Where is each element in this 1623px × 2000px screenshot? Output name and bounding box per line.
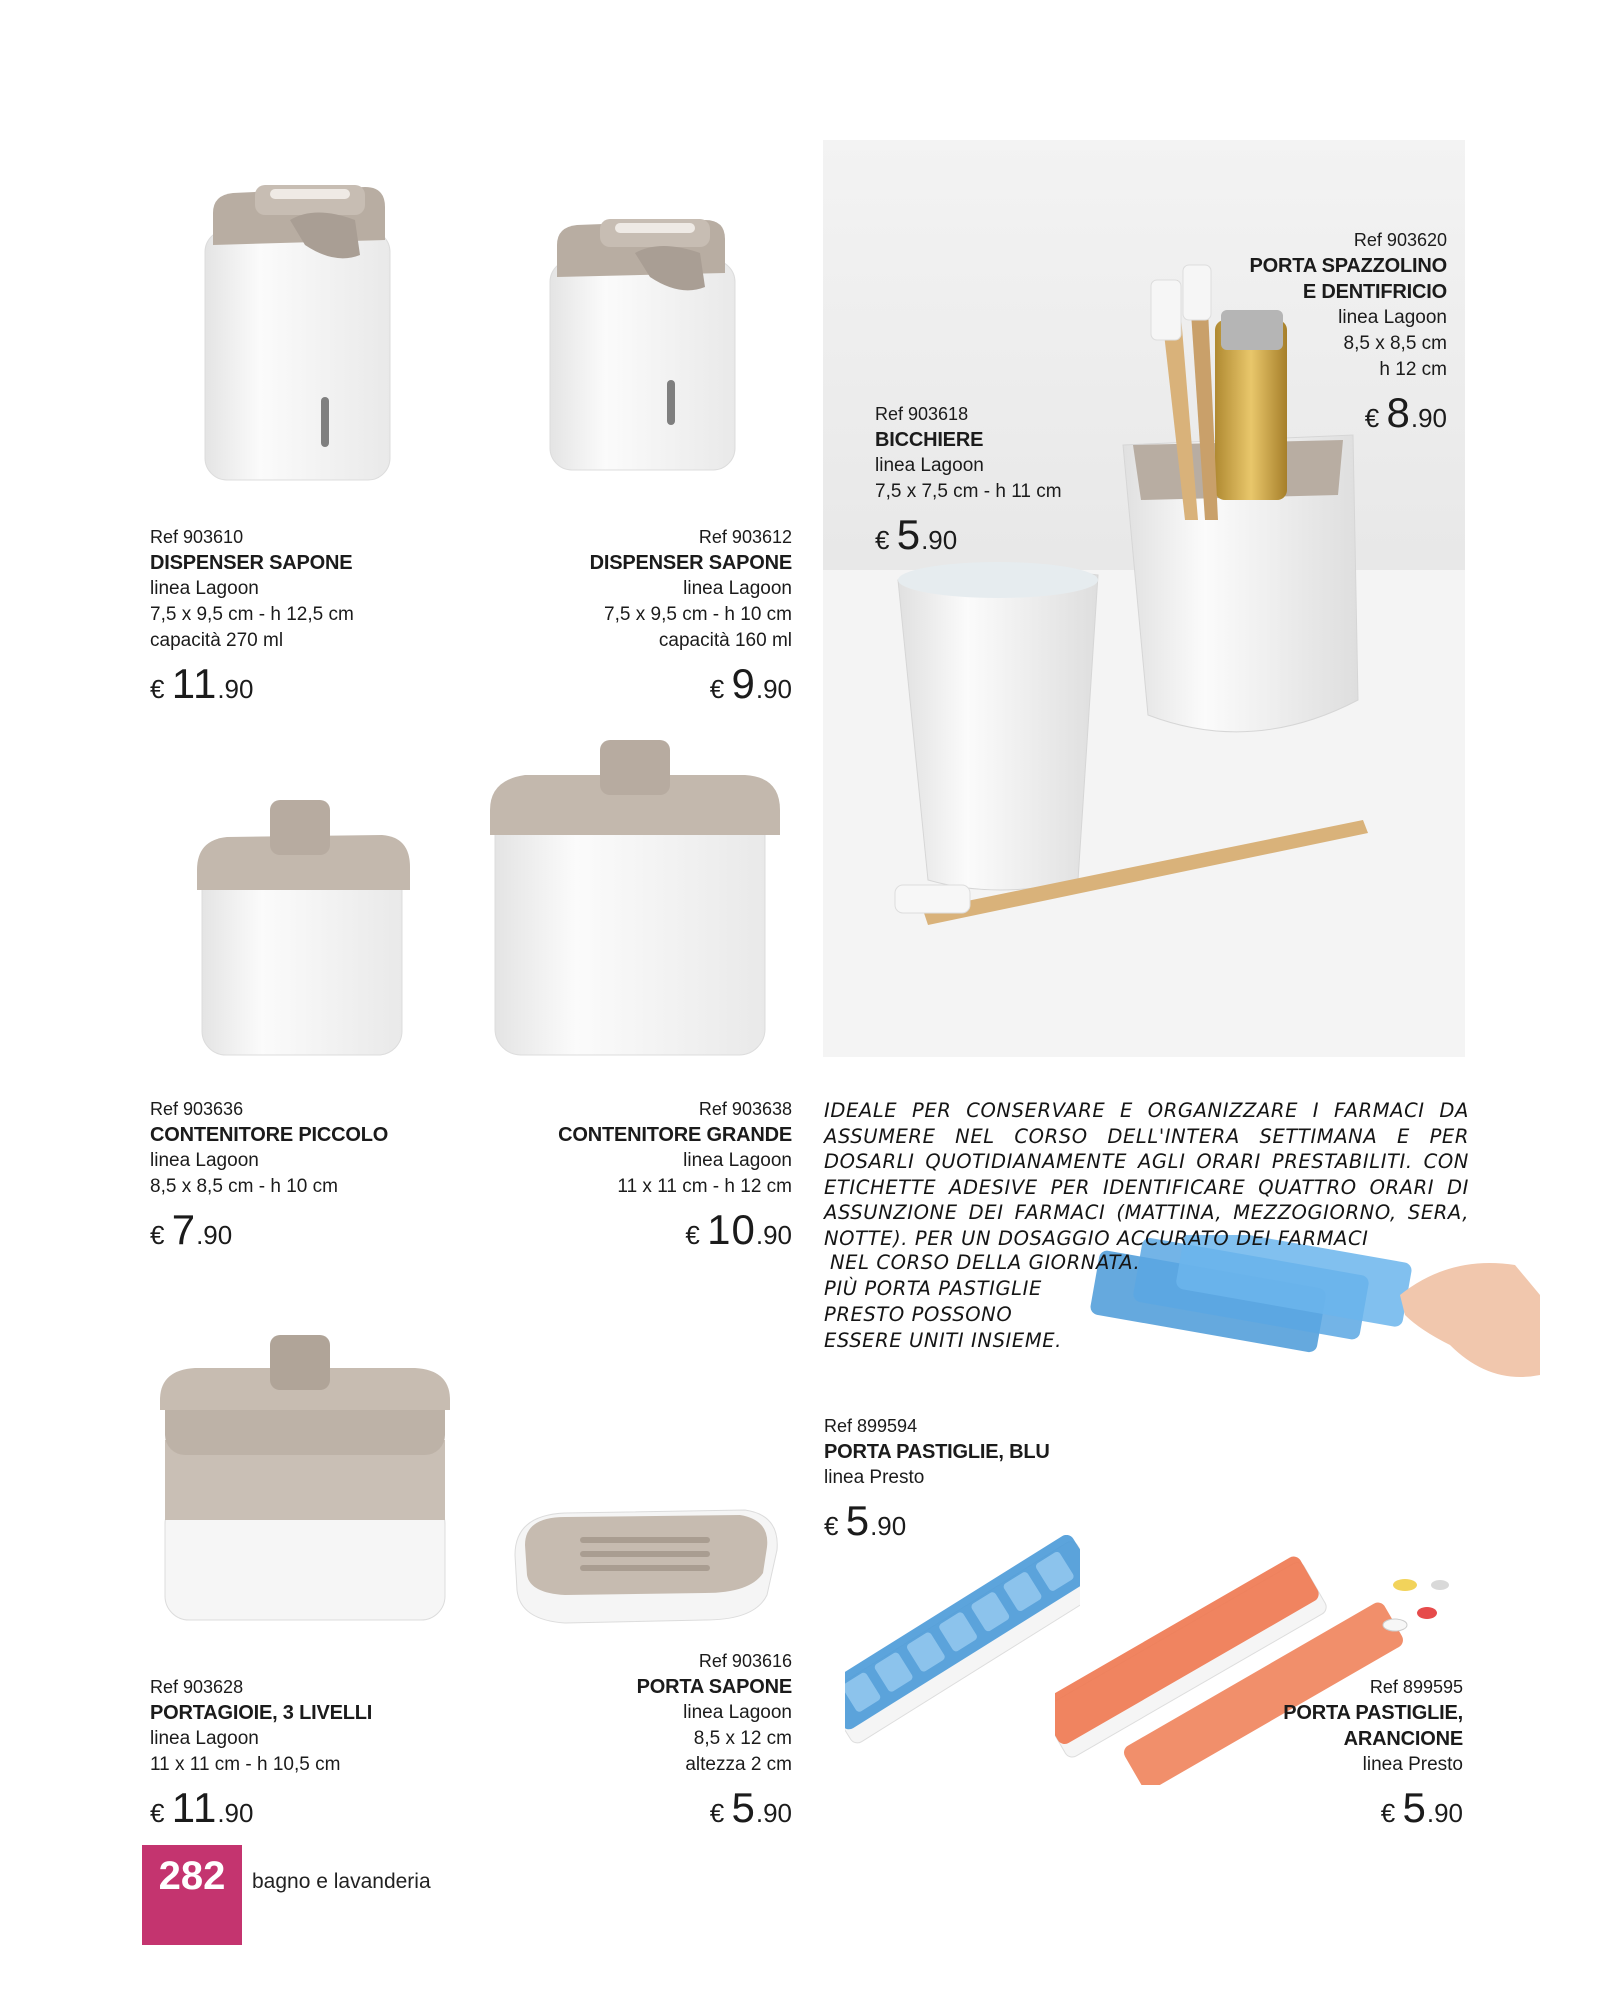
product-size: 8,5 x 8,5 cm xyxy=(1343,333,1447,354)
pill-box-blue-image xyxy=(1070,1235,1540,1420)
product-line: linea Presto xyxy=(1362,1754,1463,1775)
pill-box-description-line-4: ESSERE UNITI INSIEME. xyxy=(824,1329,1062,1352)
price-currency: € xyxy=(150,1798,165,1828)
product-line: linea Lagoon xyxy=(875,455,984,476)
price-currency: € xyxy=(1380,1798,1396,1828)
product-line: linea Lagoon xyxy=(683,1150,792,1171)
price-currency: € xyxy=(709,1798,725,1828)
ref-code: Ref 903618 xyxy=(875,404,969,424)
price-decimal: .90 xyxy=(1426,1798,1463,1828)
price xyxy=(372,662,792,711)
product-name-2: E DENTIFRICIO xyxy=(1302,281,1447,303)
price-integer: 7 xyxy=(171,1206,197,1253)
soap-dispenser-large-image xyxy=(195,165,405,485)
price-integer: 8 xyxy=(1386,389,1411,436)
ref-code: Ref 899594 xyxy=(824,1416,918,1436)
product-size: 7,5 x 7,5 cm - h 11 cm xyxy=(875,481,1062,502)
product-height: h 12 cm xyxy=(1379,359,1447,380)
product-name-1: PORTA SPAZZOLINO xyxy=(1249,255,1447,277)
product-soap-dish xyxy=(372,1648,792,1835)
ref-code: Ref 903610 xyxy=(150,527,244,547)
product-size: 8,5 x 8,5 cm - h 10 cm xyxy=(150,1176,338,1197)
product-line: linea Lagoon xyxy=(683,1702,792,1723)
product-pill-box-orange xyxy=(1043,1674,1463,1835)
product-capacity: capacità 270 ml xyxy=(150,630,284,651)
price xyxy=(1027,391,1447,440)
price xyxy=(824,1499,1244,1548)
price-decimal: .90 xyxy=(755,1220,792,1250)
price-decimal: .90 xyxy=(1410,403,1447,433)
price-integer: 11 xyxy=(171,1784,218,1831)
ref-code: Ref 903616 xyxy=(698,1651,792,1671)
jewelry-box-image xyxy=(155,1330,455,1630)
price-currency: € xyxy=(875,525,890,555)
price-decimal: .90 xyxy=(196,1220,233,1250)
pill-box-description-line-3: PRESTO POSSONO xyxy=(824,1303,1013,1326)
product-line: linea Lagoon xyxy=(150,1728,259,1749)
price-decimal: .90 xyxy=(217,1798,254,1828)
price-integer: 10 xyxy=(707,1206,756,1253)
product-size: 7,5 x 9,5 cm - h 10 cm xyxy=(604,604,792,625)
price-integer: 5 xyxy=(845,1497,871,1544)
product-size: 7,5 x 9,5 cm - h 12,5 cm xyxy=(150,604,354,625)
ref-code: Ref 903638 xyxy=(698,1099,792,1119)
product-capacity: capacità 160 ml xyxy=(658,630,792,651)
price xyxy=(372,1786,792,1835)
soap-dispenser-small-image xyxy=(545,205,745,475)
product-size: 8,5 x 12 cm xyxy=(693,1728,792,1749)
product-line: linea Lagoon xyxy=(150,1150,259,1171)
small-container-image xyxy=(192,795,417,1060)
ref-code: Ref 903612 xyxy=(698,527,792,547)
price-currency: € xyxy=(150,674,165,704)
page-number-badge: 282 xyxy=(142,1845,242,1945)
pill-box-description-line-1: NEL CORSO DELLA GIORNATA. xyxy=(830,1251,1141,1274)
price-currency: € xyxy=(824,1511,839,1541)
price-integer: 11 xyxy=(171,660,218,707)
pill-box-description-line-2: PIÙ PORTA PASTIGLIE xyxy=(824,1277,1042,1300)
product-pill-box-blue xyxy=(824,1413,1244,1548)
price-decimal: .90 xyxy=(870,1511,907,1541)
price-integer: 5 xyxy=(1402,1784,1427,1831)
product-name: PORTA PASTIGLIE, BLU xyxy=(824,1441,1050,1463)
price-integer: 5 xyxy=(896,511,922,558)
product-name: BICCHIERE xyxy=(875,429,984,451)
price-decimal: .90 xyxy=(755,674,792,704)
price-currency: € xyxy=(150,1220,165,1250)
large-container-image xyxy=(485,735,785,1065)
product-line: linea Presto xyxy=(824,1467,925,1488)
ref-code: Ref 903620 xyxy=(1353,230,1447,250)
product-size: 11 x 11 cm - h 10,5 cm xyxy=(150,1754,341,1775)
price-integer: 5 xyxy=(731,1784,756,1831)
product-name-1: PORTA PASTIGLIE, xyxy=(1283,1702,1463,1724)
section-label: bagno e lavanderia xyxy=(252,1870,431,1893)
price-currency: € xyxy=(709,674,725,704)
ref-code: Ref 903636 xyxy=(150,1099,244,1119)
ref-code: Ref 903628 xyxy=(150,1677,244,1697)
price-currency: € xyxy=(685,1220,700,1250)
product-line: linea Lagoon xyxy=(1338,307,1447,328)
product-name: CONTENITORE GRANDE xyxy=(558,1124,792,1146)
product-name: PORTA SAPONE xyxy=(636,1676,792,1698)
product-line: linea Lagoon xyxy=(150,578,259,599)
pill-box-description: IDEALE PER CONSERVARE E ORGANIZZARE I FARMACI DA ASSUMERE NEL CORSO DELL'INTERA SETTIMANA E PER DOSARLI QUOTIDIANAMENTE AGLI ORARI PRESTABILITI. CON ETICHETTE ADESIVE PER IDENTIFICARE QUATTRO ORARI DI ASSUNZIONE DEI FARMACI (MATTINA, MEZZOGIORNO, SERA, NOTTE). PER UN DOSAGGIO ACCURATO DEI FARMACI xyxy=(824,1099,1469,1250)
soap-dish-image xyxy=(505,1495,785,1635)
product-line: linea Lagoon xyxy=(683,578,792,599)
price xyxy=(875,513,1295,562)
product-height: altezza 2 cm xyxy=(685,1754,792,1775)
product-name: CONTENITORE PICCOLO xyxy=(150,1124,389,1146)
ref-code: Ref 899595 xyxy=(1369,1677,1463,1697)
product-name-2: ARANCIONE xyxy=(1343,1728,1463,1750)
price xyxy=(1043,1786,1463,1835)
price-integer: 9 xyxy=(731,660,756,707)
price-currency: € xyxy=(1364,403,1380,433)
product-name: DISPENSER SAPONE xyxy=(589,552,792,574)
product-size: 11 x 11 cm - h 12 cm xyxy=(617,1176,792,1197)
product-large-container xyxy=(372,1096,792,1257)
price-decimal: .90 xyxy=(921,525,958,555)
price xyxy=(372,1208,792,1257)
price-decimal: .90 xyxy=(755,1798,792,1828)
product-name: PORTAGIOIE, 3 LIVELLI xyxy=(150,1702,373,1724)
product-soap-dispenser-small xyxy=(372,524,792,711)
product-name: DISPENSER SAPONE xyxy=(150,552,353,574)
product-toothbrush-holder xyxy=(1027,227,1447,440)
price-decimal: .90 xyxy=(217,674,254,704)
